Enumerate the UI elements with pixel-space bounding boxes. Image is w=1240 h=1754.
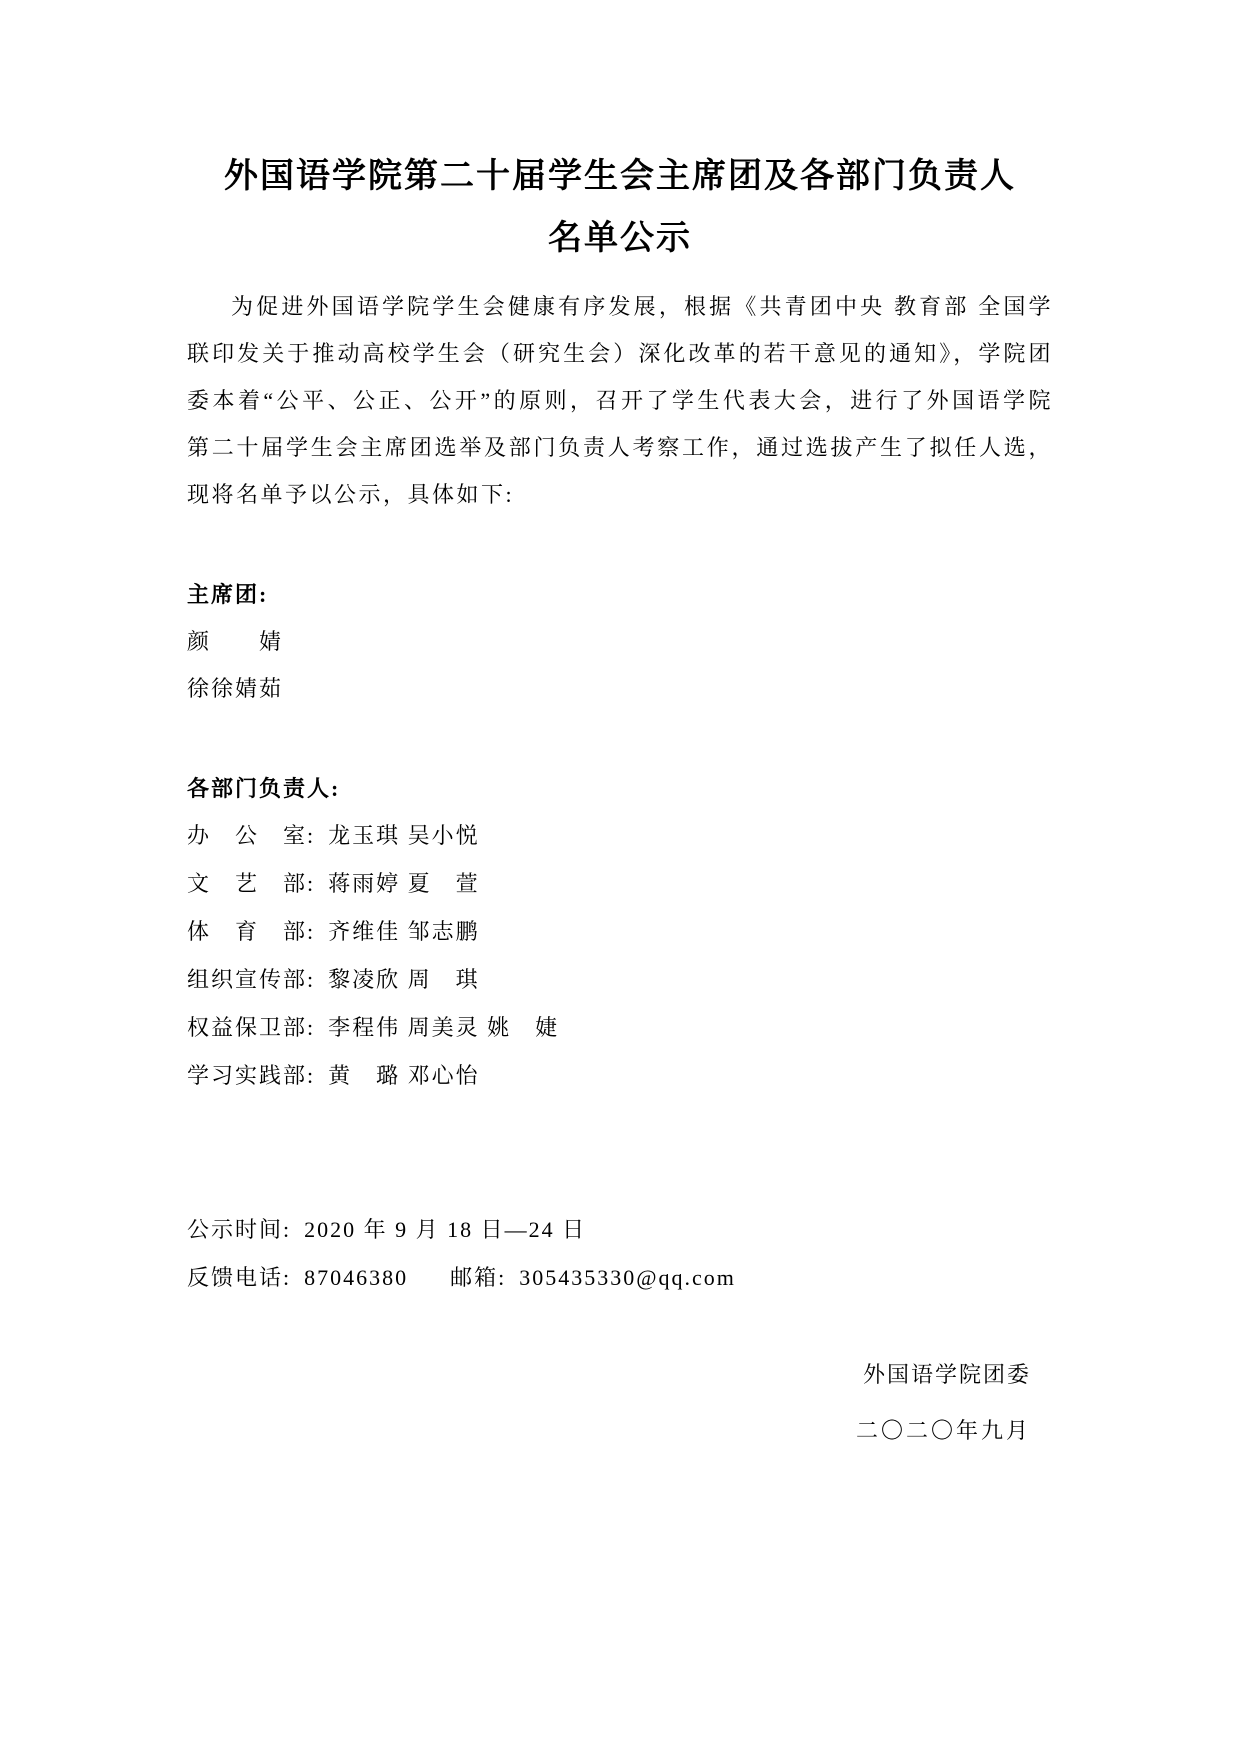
presidium-member: 颜 婧 bbox=[187, 629, 284, 654]
intro-line: 现将名单予以公示，具体如下: bbox=[187, 482, 515, 507]
departments-heading: 各部门负责人: bbox=[187, 776, 341, 801]
department-label: 学习实践部: bbox=[187, 1063, 316, 1088]
publicity-time-label: 公示时间: bbox=[187, 1217, 292, 1242]
email-label: 邮箱: bbox=[450, 1265, 507, 1290]
feedback-phone-label: 反馈电话: bbox=[187, 1265, 292, 1290]
department-names: 李程伟 周美灵 姚 婕 bbox=[328, 1015, 560, 1040]
intro-line: 为促进外国语学院学生会健康有序发展，根据《共青团中央 教育部 全国学 bbox=[231, 294, 1053, 319]
department-names: 齐维佳 邹志鹏 bbox=[328, 919, 480, 944]
department-label: 组织宣传部: bbox=[187, 967, 316, 992]
page-title-line-1: 外国语学院第二十届学生会主席团及各部门负责人 bbox=[224, 158, 1016, 195]
contact-block bbox=[187, 1206, 1053, 1302]
page-title-line-2: 名单公示 bbox=[548, 220, 692, 257]
department-row bbox=[187, 1004, 1053, 1052]
intro-paragraph bbox=[187, 283, 1053, 518]
email-value: 305435330@qq.com bbox=[519, 1265, 736, 1290]
presidium-heading: 主席团: bbox=[187, 582, 269, 607]
signature-block bbox=[187, 1351, 1053, 1455]
department-row bbox=[187, 956, 1053, 1004]
intro-line: 第二十届学生会主席团选举及部门负责人考察工作，通过选拔产生了拟任人选， bbox=[187, 435, 1053, 460]
department-names: 龙玉琪 吴小悦 bbox=[328, 823, 480, 848]
presidium-member: 徐徐婧茹 bbox=[187, 676, 284, 701]
department-label: 办 公 室: bbox=[187, 823, 316, 848]
signature-date: 二〇二〇年九月 bbox=[855, 1418, 1031, 1443]
department-names: 黄 璐 邓心怡 bbox=[328, 1063, 480, 1088]
department-row bbox=[187, 908, 1053, 956]
department-label: 权益保卫部: bbox=[187, 1015, 316, 1040]
intro-line: 委本着“公平、公正、公开”的原则，召开了学生代表大会，进行了外国语学院 bbox=[187, 388, 1053, 413]
department-label: 文 艺 部: bbox=[187, 871, 316, 896]
department-row bbox=[187, 812, 1053, 860]
department-row bbox=[187, 860, 1053, 908]
feedback-line bbox=[187, 1254, 1053, 1302]
page-title bbox=[187, 0, 1053, 270]
intro-line: 联印发关于推动高校学生会（研究生会）深化改革的若干意见的通知》，学院团 bbox=[187, 341, 1053, 366]
department-names: 黎凌欣 周 琪 bbox=[328, 967, 480, 992]
feedback-phone-value: 87046380 bbox=[304, 1265, 409, 1290]
publicity-time-line bbox=[187, 1206, 1053, 1254]
department-row bbox=[187, 1052, 1053, 1100]
department-label: 体 育 部: bbox=[187, 919, 316, 944]
department-names: 蒋雨婷 夏 萱 bbox=[328, 871, 480, 896]
signature-organization: 外国语学院团委 bbox=[862, 1362, 1031, 1387]
publicity-time-value: 2020 年 9 月 18 日—24 日 bbox=[304, 1217, 587, 1242]
